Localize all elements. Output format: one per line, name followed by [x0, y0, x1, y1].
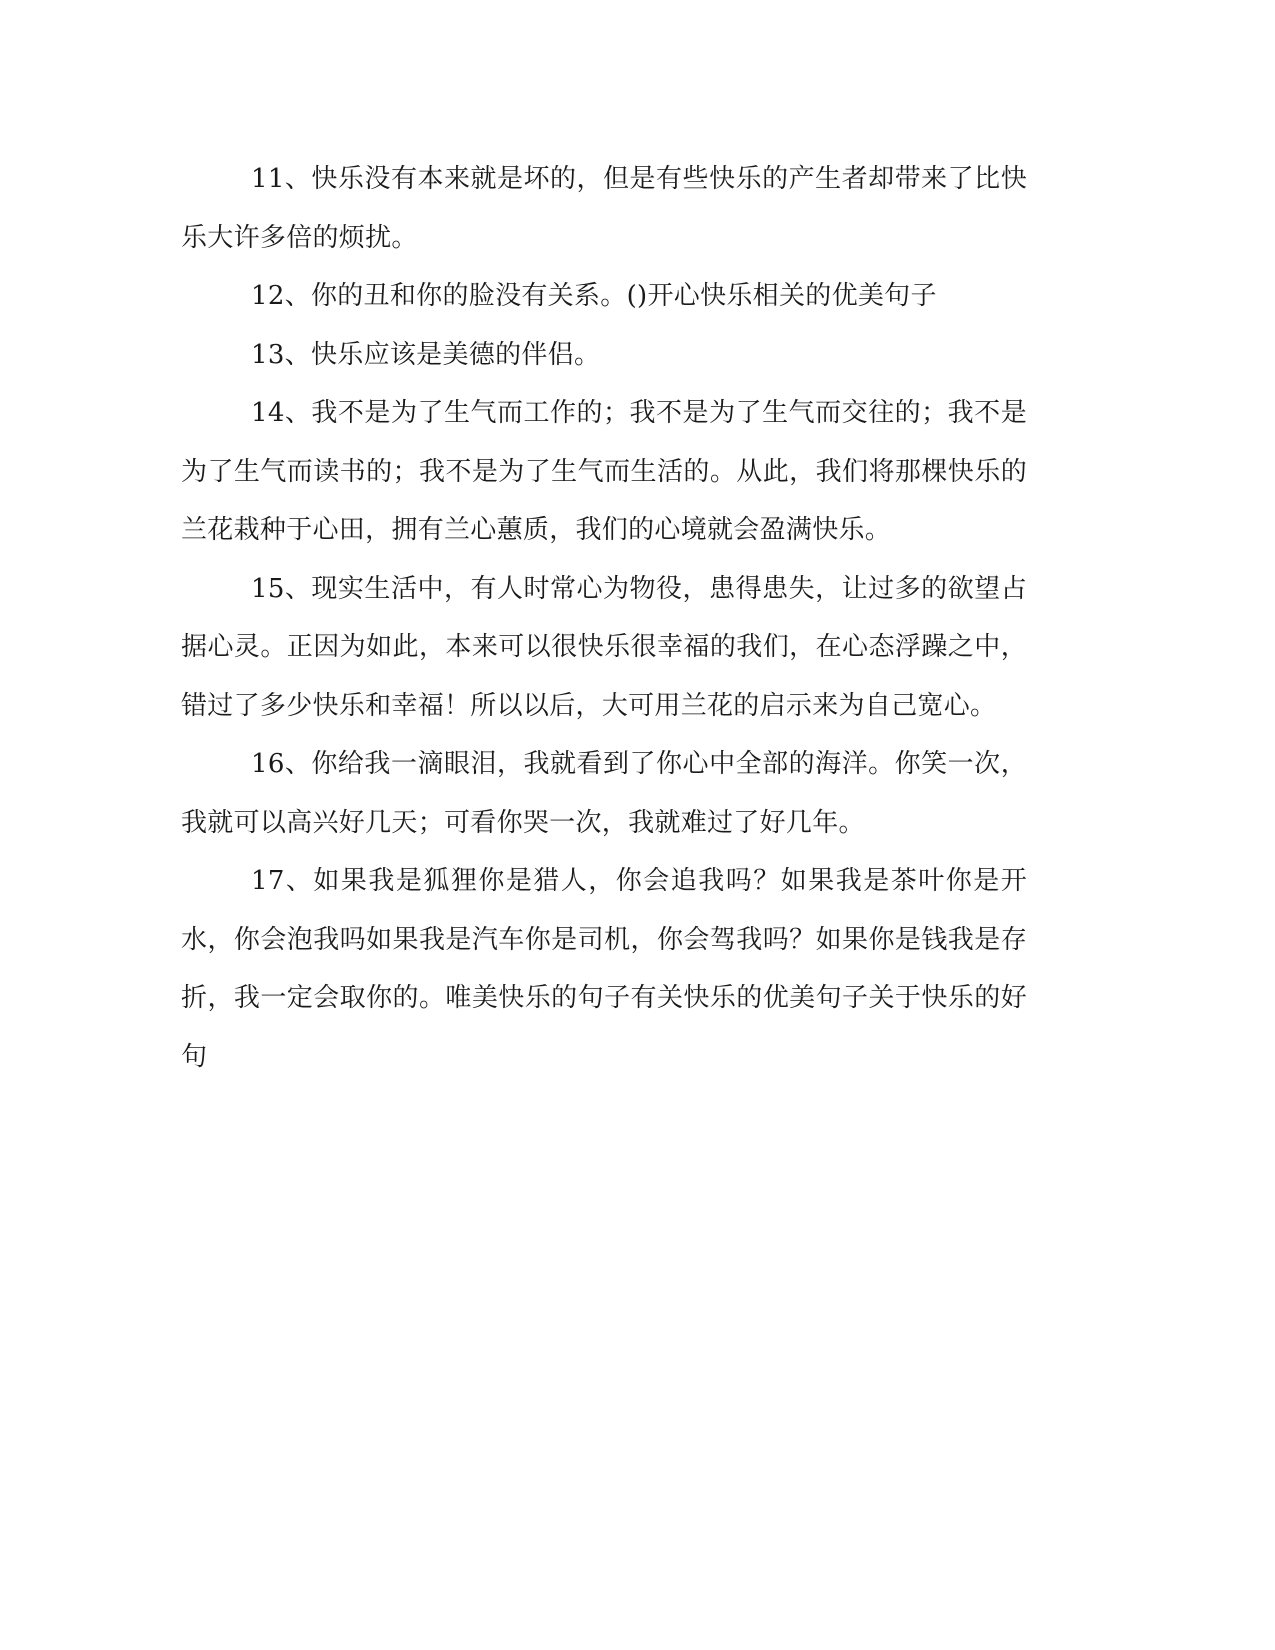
quote-paragraph-17: 17、如果我是狐狸你是猎人，你会追我吗？如果我是茶叶你是开水，你会泡我吗如果我是汽车你是司机，你会驾我吗？如果你是钱我是存折，我一定会取你的。唯美快乐的句子有关快乐的优美句子关于快乐的好句: [181, 866, 1027, 1072]
quote-paragraph-15: 15、现实生活中，有人时常心为物役，患得患失，让过多的欲望占据心灵。正因为如此，本来可以很快乐很幸福的我们，在心态浮躁之中，错过了多少快乐和幸福！所以以后，大可用兰花的启示来为自己宽心。: [181, 573, 1027, 721]
quote-paragraph-13: 13、快乐应该是美德的伴侣。: [251, 339, 601, 370]
quote-paragraph-16: 16、你给我一滴眼泪，我就看到了你心中全部的海洋。你笑一次，我就可以高兴好几天；可看你哭一次，我就难过了好几年。: [181, 749, 1027, 838]
quote-paragraph-12: 12、你的丑和你的脸没有关系。()开心快乐相关的优美句子: [251, 281, 937, 311]
document-body: [181, 150, 1027, 1086]
quote-paragraph-14: 14、我不是为了生气而工作的；我不是为了生气而交往的；我不是为了生气而读书的；我不是为了生气而生活的。从此，我们将那棵快乐的兰花栽种于心田，拥有兰心蕙质，我们的心境就会盈满快乐。: [181, 398, 1027, 545]
quote-paragraph-11: 11、快乐没有本来就是坏的，但是有些快乐的产生者却带来了比快乐大许多倍的烦扰。: [181, 164, 1027, 253]
